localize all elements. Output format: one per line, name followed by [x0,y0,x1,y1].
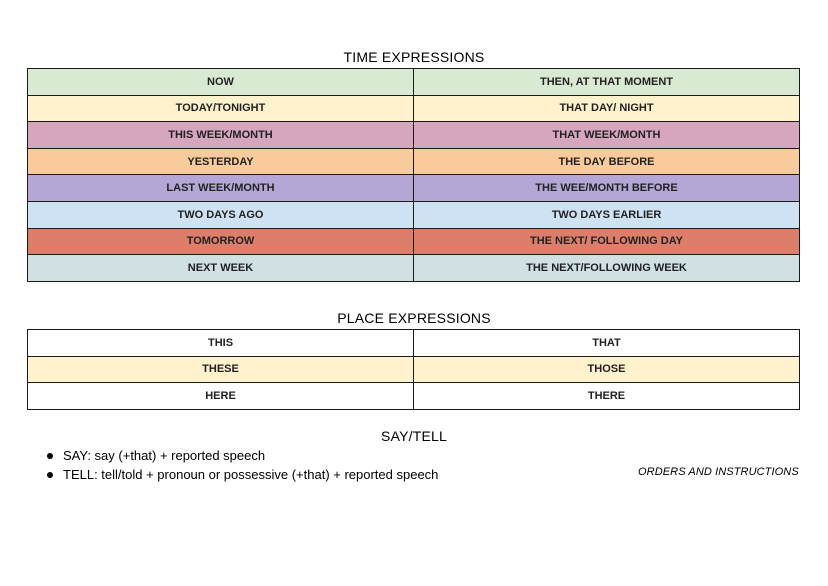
table-row [28,356,800,383]
table-cell-reported: THE NEXT/ FOLLOWING DAY [414,228,800,255]
table-cell-reported: TWO DAYS EARLIER [414,201,800,228]
table-row [28,383,800,410]
place-expressions-table [27,329,800,410]
table-cell-reported: THAT WEEK/MONTH [414,122,800,149]
list-item-text: SAY: say (+that) + reported speech [63,448,266,463]
table-cell-reported: THE DAY BEFORE [414,148,800,175]
orders-instructions-note: ORDERS AND INSTRUCTIONS [638,466,799,478]
say-tell-list [47,446,438,484]
table-row [28,228,800,255]
table-row [28,95,800,122]
place-expressions-title: PLACE EXPRESSIONS [337,310,491,326]
time-expressions-table [27,68,800,282]
table-cell-present: HERE [28,383,414,410]
say-tell-title: SAY/TELL [381,428,447,444]
table-cell-reported: THAT DAY/ NIGHT [414,95,800,122]
table-cell-reported: THE WEE/MONTH BEFORE [414,175,800,202]
table-cell-reported: THOSE [414,356,800,383]
time-expressions-title: TIME EXPRESSIONS [343,49,485,65]
table-cell-present: LAST WEEK/MONTH [28,175,414,202]
list-item [47,465,438,484]
table-cell-reported: THAT [414,330,800,357]
table-row [28,201,800,228]
table-row [28,330,800,357]
list-item [47,446,438,465]
table-cell-present: THESE [28,356,414,383]
table-cell-present: TOMORROW [28,228,414,255]
table-row [28,122,800,149]
table-cell-present: THIS WEEK/MONTH [28,122,414,149]
list-item-text: TELL: tell/told + pronoun or possessive (+that) + reported speech [63,467,439,482]
table-row [28,175,800,202]
table-row [28,148,800,175]
table-cell-reported: THERE [414,383,800,410]
table-cell-present: TODAY/TONIGHT [28,95,414,122]
table-row [28,69,800,96]
table-cell-present: NOW [28,69,414,96]
bullet-dot-icon [47,453,53,459]
bullet-dot-icon [47,472,53,478]
table-cell-present: TWO DAYS AGO [28,201,414,228]
table-cell-reported: THE NEXT/FOLLOWING WEEK [414,255,800,282]
table-cell-present: YESTERDAY [28,148,414,175]
table-cell-reported: THEN, AT THAT MOMENT [414,69,800,96]
table-cell-present: NEXT WEEK [28,255,414,282]
table-cell-present: THIS [28,330,414,357]
table-row [28,255,800,282]
